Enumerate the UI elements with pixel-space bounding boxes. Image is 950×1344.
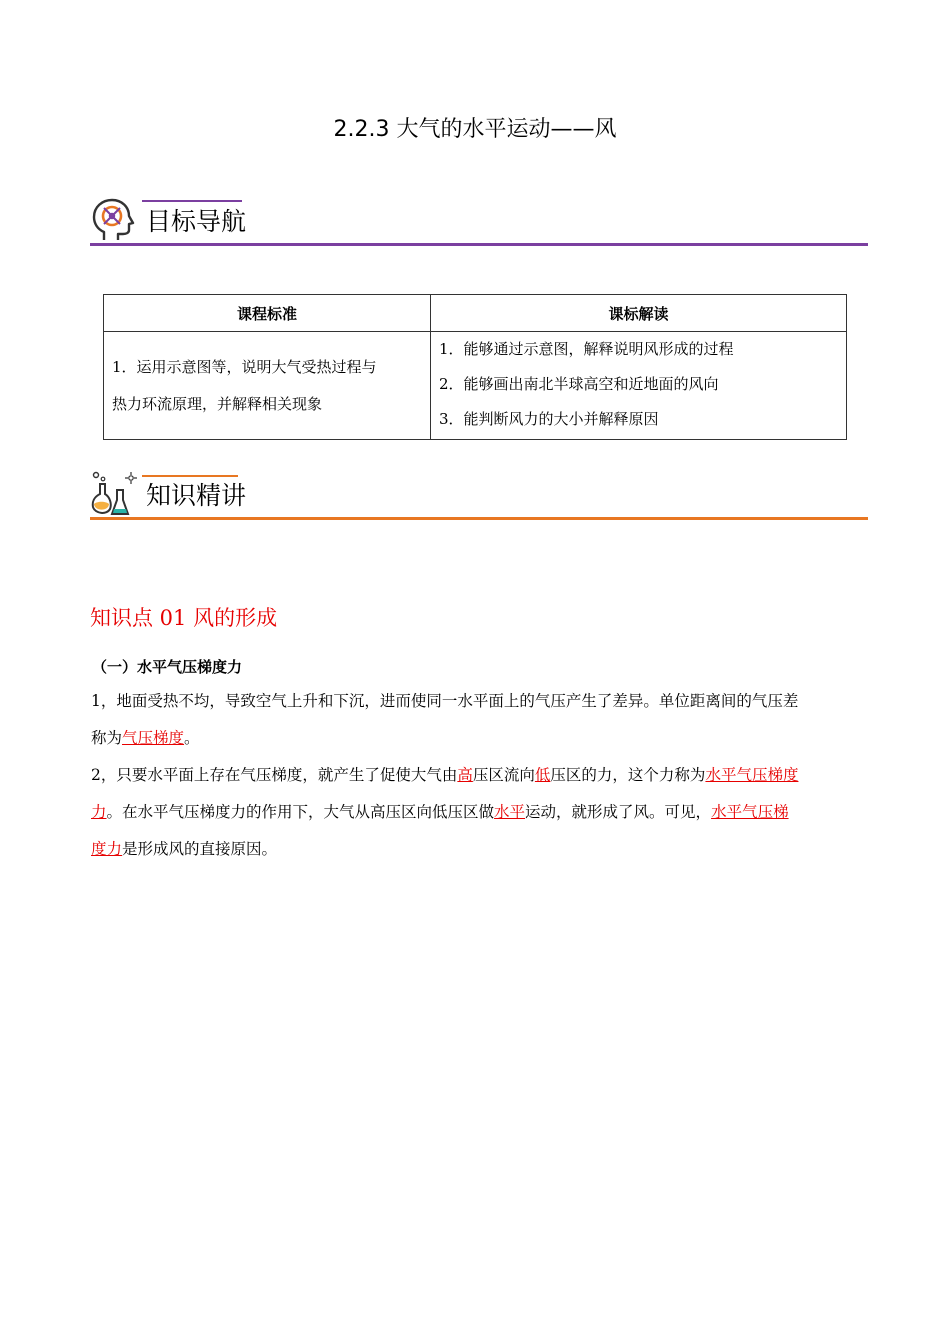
table-header: 课程标准 xyxy=(104,295,431,332)
text-line xyxy=(91,831,861,868)
standard-line: 热力环流原理，并解释相关现象 xyxy=(112,394,323,413)
text-line xyxy=(91,794,861,831)
answer-blank: 高 xyxy=(457,766,473,784)
section-goal-navigation xyxy=(90,196,868,248)
section-knowledge-explained xyxy=(90,470,868,522)
document-title: 2.2.3 大气的水平运动——风 xyxy=(333,117,617,142)
table-header: 课标解读 xyxy=(431,295,847,332)
text-span: 2，只要水平面上存在气压梯度，就产生了促使大气由 xyxy=(91,766,458,784)
answer-blank: 水平 xyxy=(494,803,526,821)
subsection-title: （一）水平气压梯度力 xyxy=(92,658,243,676)
text-span: 运动，就形成了风。可见， xyxy=(525,803,712,821)
text-line xyxy=(91,720,861,757)
answer-blank: 低 xyxy=(534,766,551,784)
text-span: 。 xyxy=(184,729,200,747)
list-item: 1．能够通过示意图，解释说明风形成的过程 xyxy=(439,340,734,358)
section-title: 知识精讲 xyxy=(146,481,247,510)
table-cell-standard xyxy=(104,332,431,440)
section-title: 目标导航 xyxy=(146,207,247,236)
head-gear-icon xyxy=(90,196,142,244)
text-span: 。在水平气压梯度力的作用下，大气从高压区向低压区做 xyxy=(106,803,495,821)
paragraph-1 xyxy=(91,683,861,757)
section-divider xyxy=(90,243,868,246)
knowledge-point-title: 知识点 01 风的形成 xyxy=(90,606,278,630)
answer-blank: 度力 xyxy=(91,840,123,858)
text-span: 压区的力，这个力称为 xyxy=(550,766,706,784)
standards-table xyxy=(103,294,847,440)
table-header-row xyxy=(104,295,847,332)
paragraph-2 xyxy=(91,757,861,868)
text-line: 1，地面受热不均，导致空气上升和下沉，进而使同一水平面上的气压产生了差异。单位距离间的气压差 xyxy=(91,692,799,710)
text-span: 压区流向 xyxy=(472,766,535,784)
text-span: 是形成风的直接原因。 xyxy=(122,840,278,858)
lab-flask-icon xyxy=(90,470,142,518)
answer-blank: 力 xyxy=(91,803,107,821)
table-cell-interpretation xyxy=(431,332,847,440)
list-item: 2．能够画出南北半球高空和近地面的风向 xyxy=(439,375,719,393)
standard-line: 1．运用示意图等，说明大气受热过程与 xyxy=(112,357,377,376)
text-line xyxy=(91,757,861,794)
list-item: 3．能判断风力的大小并解释原因 xyxy=(439,410,659,428)
text-span: 称为 xyxy=(91,729,123,747)
table-row xyxy=(104,332,847,440)
section-divider xyxy=(90,517,868,520)
answer-blank: 气压梯度 xyxy=(122,729,185,747)
answer-blank: 水平气压梯度 xyxy=(705,766,799,784)
answer-blank: 水平气压梯 xyxy=(711,803,789,821)
